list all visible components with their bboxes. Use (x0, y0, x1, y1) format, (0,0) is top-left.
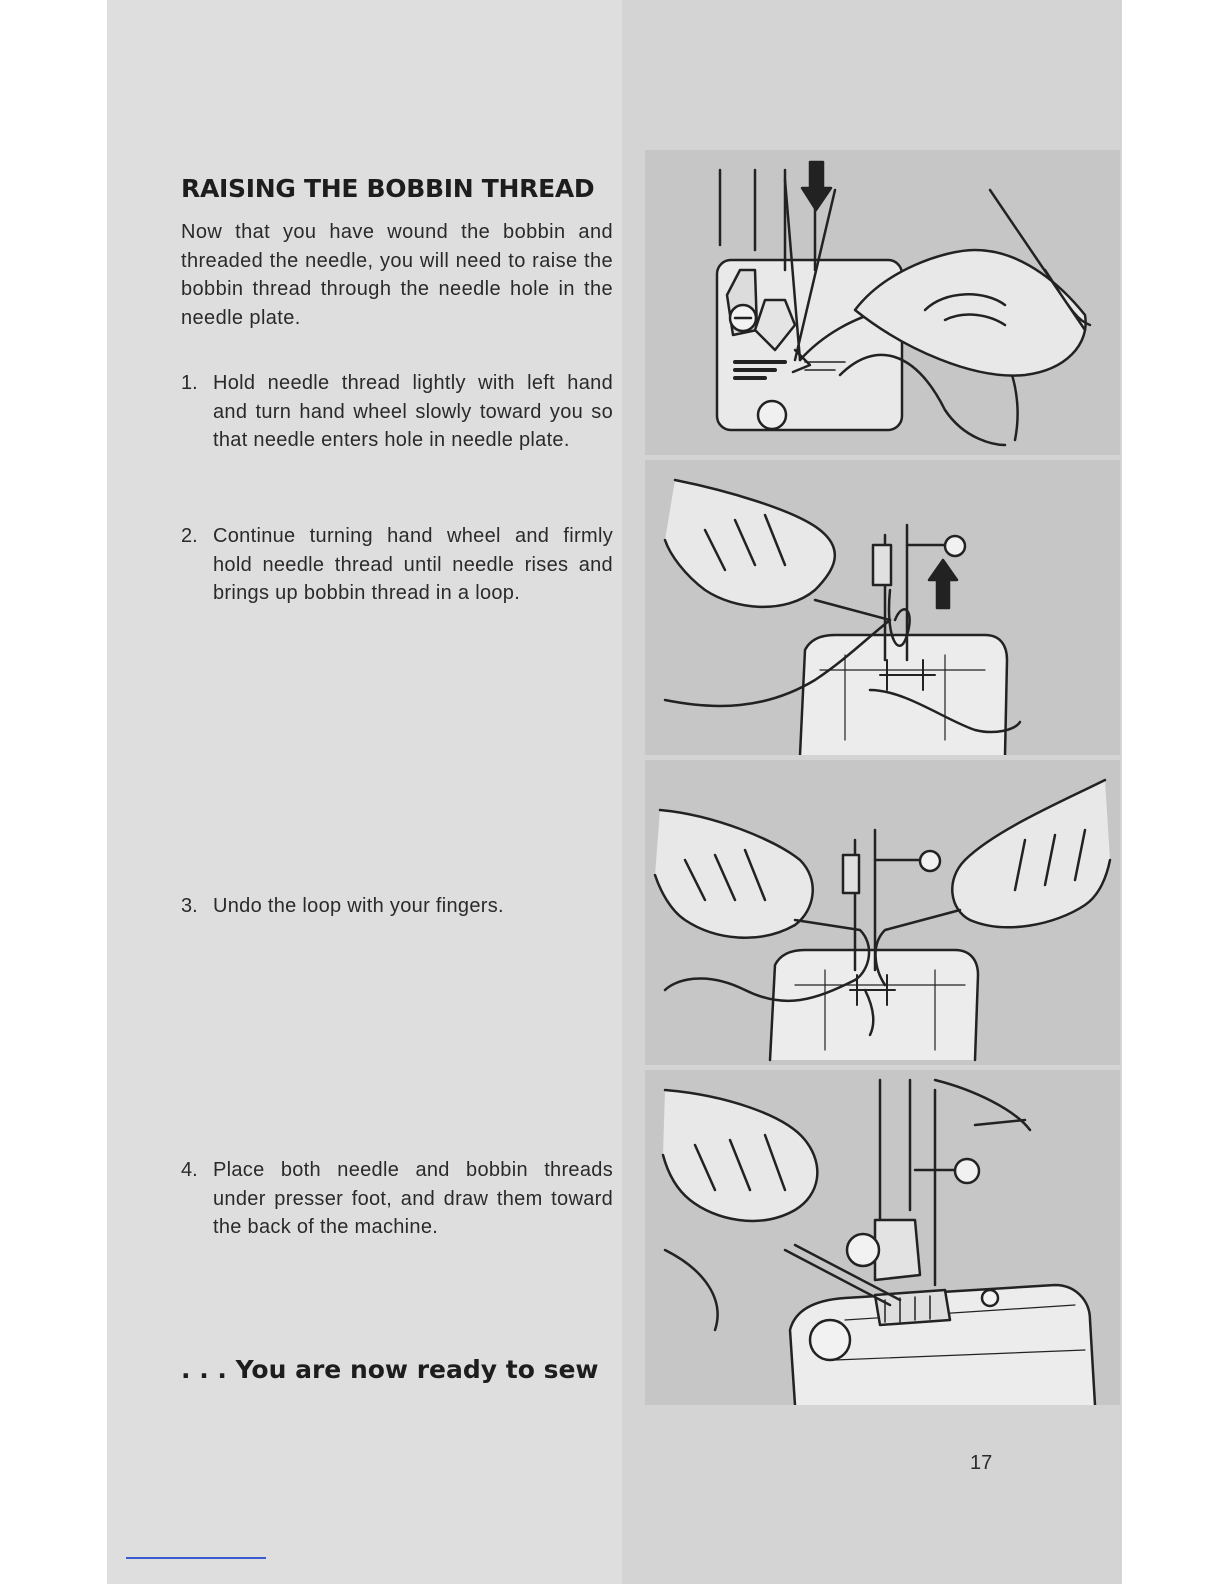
step-text: Hold needle thread lightly with left hand and turn hand wheel slowly toward you so that needle enters hole in needle plate. (213, 372, 613, 451)
step-number: 2. (181, 525, 198, 547)
illustration-bobbin-thread-loop (645, 460, 1120, 755)
step-number: 1. (181, 372, 198, 394)
step-4 (181, 1156, 613, 1242)
step-text: Continue turning hand wheel and firmly hold needle thread until needle rises and brings up bobbin thread in a loop. (213, 525, 613, 604)
section-title: RAISING THE BOBBIN THREAD (181, 174, 595, 203)
illustration-threads-under-presser-foot (645, 1070, 1120, 1405)
step-number: 3. (181, 895, 198, 917)
illustration-undo-loop-fingers (645, 760, 1120, 1065)
page-number: 17 (970, 1452, 993, 1474)
step-1 (181, 369, 613, 455)
illustration-needle-entering-plate (645, 150, 1120, 455)
step-2 (181, 522, 613, 608)
step-text: Undo the loop with your fingers. (213, 895, 504, 917)
step-number: 4. (181, 1159, 198, 1181)
step-text: Place both needle and bobbin threads under presser foot, and draw them toward the back of the machine. (213, 1159, 613, 1238)
scan-margin-line (126, 1557, 266, 1559)
closing-line: . . . You are now ready to sew (181, 1355, 599, 1384)
step-3 (181, 892, 613, 921)
intro-paragraph: Now that you have wound the bobbin and threaded the needle, you will need to raise the bobbin thread through the needle hole in the needle plate. (181, 221, 613, 329)
